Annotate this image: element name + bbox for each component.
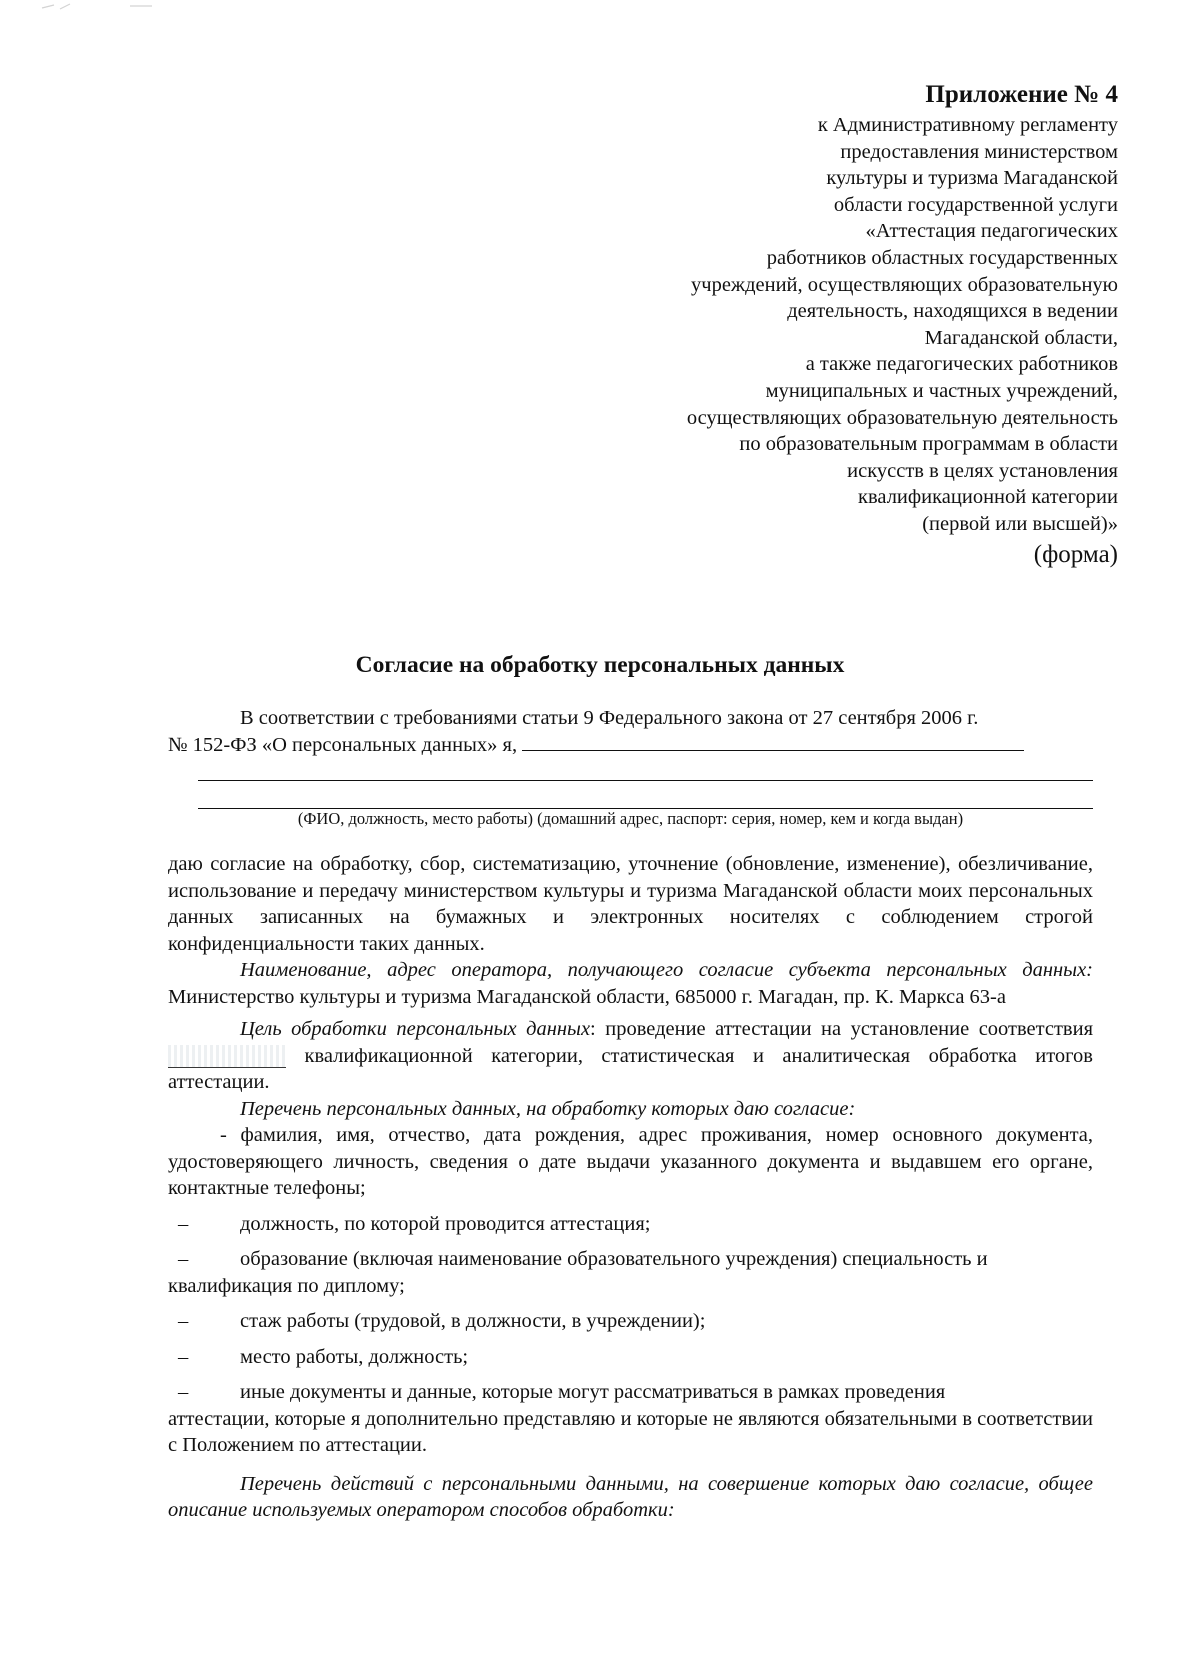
appendix-line: искусств в целях установления <box>847 459 1118 482</box>
purpose-label: Цель обработки персональных данных <box>240 1018 591 1040</box>
fill-caption: (ФИО, должность, место работы) (домашний адрес, паспорт: серия, номер, кем и когда выдан) <box>297 809 964 828</box>
data-list-item <box>168 1344 1093 1371</box>
appendix-line: муниципальных и частных учреждений, <box>765 379 1118 402</box>
appendix-line: а также педагогических работников <box>805 353 1118 376</box>
blank-fill-line <box>198 758 1093 781</box>
operator-text: Министерство культуры и туризма Магаданской области, 685000 г. Магадан, пр. К. Маркса 63-а <box>168 985 1006 1008</box>
data-list-heading: Перечень персональных данных, на обработку которых даю согласие: <box>240 1097 856 1120</box>
operator-label: Наименование, адрес оператора, получающего согласие субъекта персональных данных: <box>240 959 1093 981</box>
operator-paragraph <box>168 957 1093 1010</box>
redacted-field <box>168 1045 286 1068</box>
name-fill-line <box>522 732 1024 751</box>
data-list-item: - фамилия, имя, отчество, дата рождения, адрес проживания, номер основного документа, удостоверяющего личность, сведения о дате выдачи указанного документа и выдавшем его органе, контактные телефоны; <box>168 1124 1093 1199</box>
list-dash: – <box>178 1345 189 1368</box>
data-list-item <box>168 1211 1093 1238</box>
appendix-line: (первой или высшей)» <box>922 512 1118 535</box>
appendix-line: Магаданской области, <box>924 326 1118 349</box>
appendix-title: Приложение № 4 <box>925 81 1118 108</box>
appendix-line: квалификационной категории <box>858 486 1118 509</box>
list-item-text: должность, по которой проводится аттестация; <box>240 1212 651 1235</box>
appendix-line: осуществляющих образовательную деятельность <box>686 406 1118 429</box>
list-item-text: стаж работы (трудовой, в должности, в учреждении); <box>240 1310 706 1332</box>
actions-heading: Перечень действий с персональными данными, на совершение которых даю согласие, общее описание используемых оператором способов обработки: <box>168 1472 1093 1521</box>
appendix-line: учреждений, осуществляющих образовательную <box>691 273 1118 296</box>
list-dash: – <box>178 1212 189 1235</box>
form-label: (форма) <box>1033 540 1118 568</box>
document-title: Согласие на обработку персональных данных <box>355 652 845 678</box>
data-list-item <box>168 1246 1093 1273</box>
list-dash: – <box>178 1310 189 1332</box>
list-item-text: иные документы и данные, которые могут рассматриваться в рамках проведения <box>240 1381 946 1403</box>
data-list-item <box>168 1308 1093 1335</box>
list-item-continuation: аттестации, которые я дополнительно представляю и которые не являются обязательными в соответствии с Положением по аттестации. <box>168 1407 1093 1456</box>
blank-fill-line <box>198 781 1093 809</box>
appendix-line: культуры и туризма Магаданской <box>826 167 1118 190</box>
purpose-text: : проведение аттестации на установление соответствия <box>590 1018 1093 1040</box>
document-body <box>168 705 1093 1524</box>
appendix-line: предоставления министерством <box>840 140 1118 163</box>
law-reference-line: В соответствии с требованиями статьи 9 Федерального закона от 27 сентября 2006 г. <box>240 707 979 729</box>
list-item-text: образование (включая наименование образовательного учреждения) специальность и <box>240 1248 988 1270</box>
purpose-paragraph <box>168 1016 1093 1096</box>
appendix-line: области государственной услуги <box>833 193 1118 216</box>
appendix-line: к Административному регламенту <box>817 114 1118 136</box>
law-reference-text: № 152-ФЗ «О персональных данных» я, <box>168 733 518 756</box>
appendix-line: деятельность, находящихся в ведении <box>787 300 1118 323</box>
list-item-continuation: квалификация по диплому; <box>168 1274 405 1297</box>
appendix-line: работников областных государственных <box>766 246 1118 269</box>
list-dash: – <box>178 1381 189 1403</box>
appendix-line: «Аттестация педагогических <box>865 220 1118 243</box>
scan-artifact <box>40 2 190 12</box>
appendix-header <box>558 78 1118 571</box>
list-dash: – <box>178 1248 189 1270</box>
consent-paragraph: даю согласие на обработку, сбор, систематизацию, уточнение (обновление, изменение), обезличивание, использование и передачу министерством культуры и туризма Магаданской области моих персональных данных записанных на бумажных и электронных носителях с соблюдением строгой конфиденциальности таких данных. <box>168 853 1093 955</box>
data-list-item <box>168 1379 1093 1406</box>
appendix-line: по образовательным программам в области <box>739 433 1118 456</box>
list-item-text: место работы, должность; <box>240 1345 469 1368</box>
law-reference-line-2 <box>168 732 1093 759</box>
purpose-text-cont: квалификационной категории, статистическая и аналитическая обработка итогов аттестации. <box>168 1044 1093 1093</box>
